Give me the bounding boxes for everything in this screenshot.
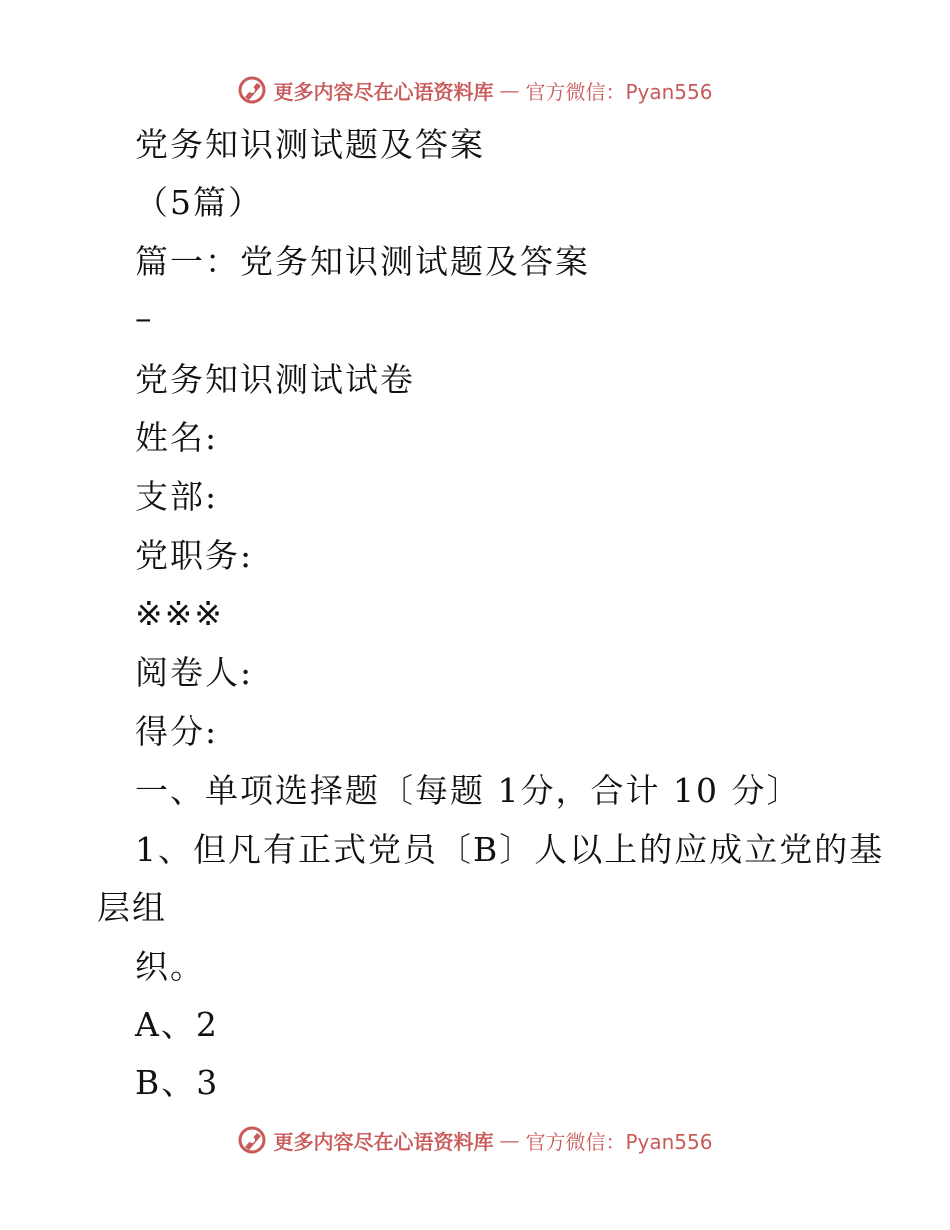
question-1-text: 1、但凡有正式党员〔B〕人以上的应成立党的基 (135, 830, 885, 869)
footer-watermark-content (237, 1125, 712, 1155)
pen-logo-icon (237, 1125, 267, 1155)
footer-watermark-dash: — (499, 1128, 520, 1152)
party-position-label: 党职务: (135, 536, 254, 575)
header-watermark-content (237, 75, 712, 105)
paper-title: 党务知识测试试卷 (135, 360, 415, 399)
footer-watermark-text: 更多内容尽在心语资料库 (273, 1129, 494, 1154)
option-b: B、3 (135, 1063, 220, 1102)
header-watermark-dash: — (499, 78, 520, 102)
grader-field-label: 阅卷人: (135, 653, 254, 692)
footer-watermark-banner (0, 1120, 950, 1160)
header-watermark-wechat: 官方微信：Pyan556 (525, 79, 713, 104)
section-dash: – (135, 298, 154, 337)
header-watermark-banner (0, 70, 950, 110)
branch-field-label: 支部: (135, 477, 219, 516)
footer-watermark-wechat: 官方微信：Pyan556 (525, 1129, 713, 1154)
name-field-label: 姓名: (135, 418, 219, 457)
question-1-ending: 织。 (135, 947, 205, 986)
document-subtitle: （5篇） (135, 183, 263, 222)
document-title: 党务知识测试题及答案 (135, 125, 485, 164)
question-1-continuation: 层组 (97, 888, 167, 927)
option-a: A、2 (135, 1005, 219, 1044)
separator-marks: ※※※ (135, 594, 224, 633)
score-field-label: 得分: (135, 712, 219, 751)
section-one-heading: 一、单项选择题〔每题 1分，合计 10 分〕 (135, 771, 802, 810)
pen-logo-icon (237, 75, 267, 105)
header-watermark-text: 更多内容尽在心语资料库 (273, 79, 494, 104)
section-heading: 篇一：党务知识测试题及答案 (135, 242, 590, 281)
